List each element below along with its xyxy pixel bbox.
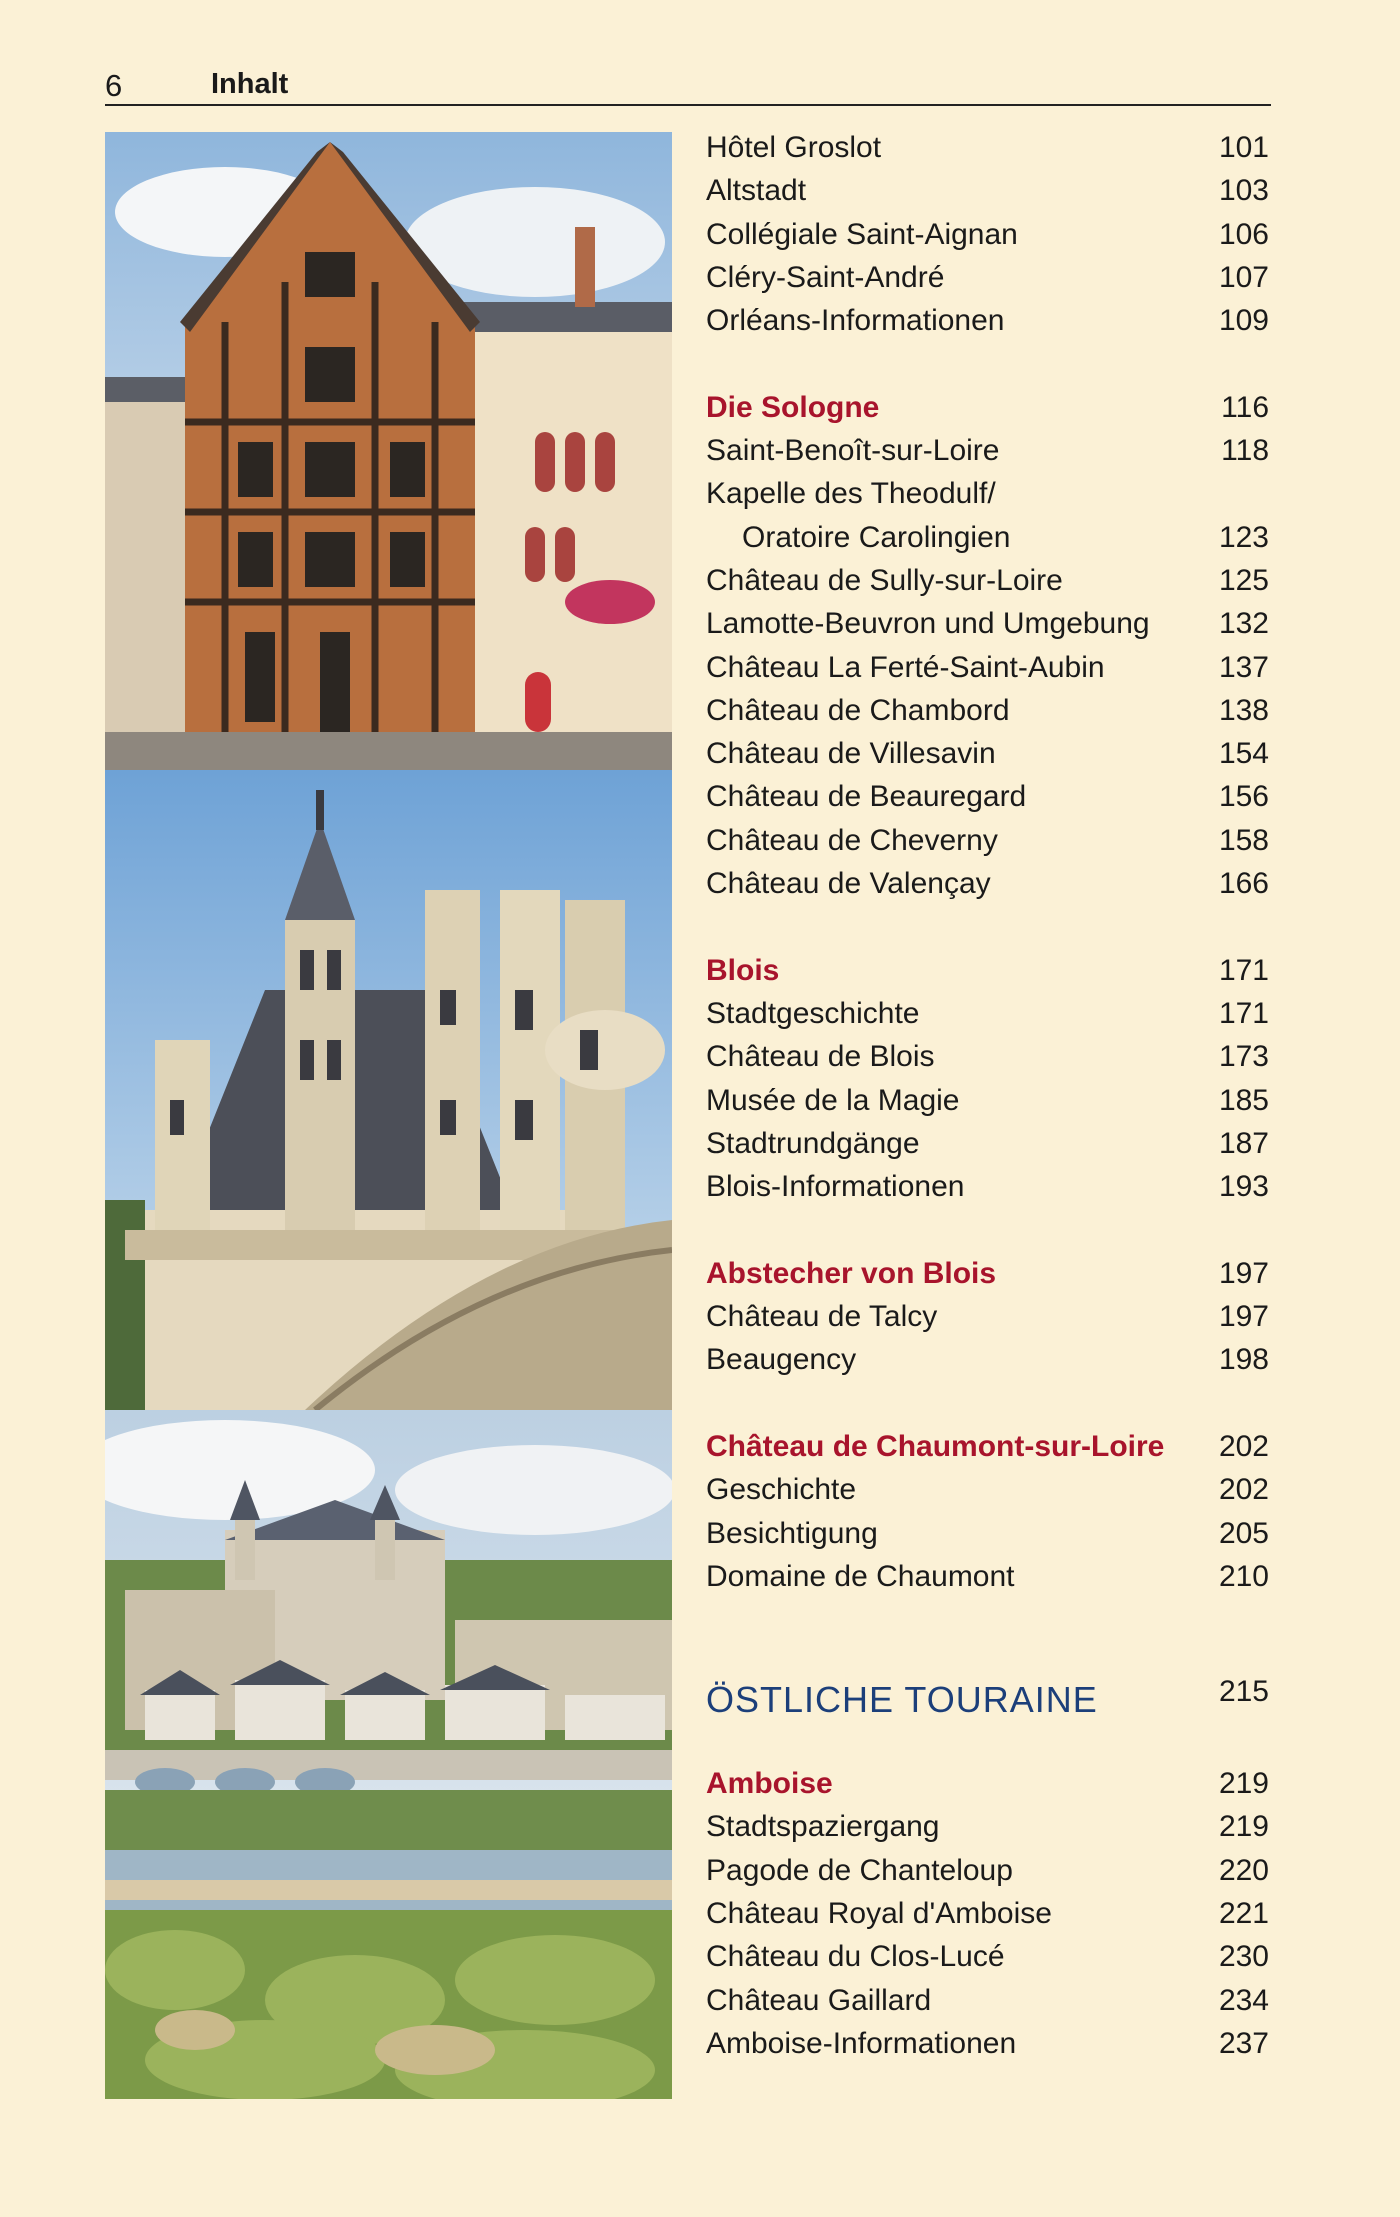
toc-entry-label: Château de Chambord xyxy=(706,693,1010,727)
toc-entry[interactable] xyxy=(706,1122,1272,1165)
toc-entry[interactable] xyxy=(706,689,1272,732)
toc-entry-label: Château de Sully-sur-Loire xyxy=(706,563,1063,597)
toc-entry-page: 234 xyxy=(1218,1983,1269,2017)
toc-entry[interactable] xyxy=(706,516,1272,559)
toc-entry[interactable] xyxy=(706,646,1272,689)
toc-entry-page: 219 xyxy=(1218,1767,1269,1801)
toc-entry-label: Château La Ferté-Saint-Aubin xyxy=(706,650,1105,684)
chateau-towers-photo xyxy=(105,770,672,1410)
toc-entry-page: 198 xyxy=(1218,1343,1269,1377)
toc-entry-page: 210 xyxy=(1218,1559,1269,1593)
toc-entry-page: 103 xyxy=(1218,174,1269,208)
toc-entry-label: Abstecher von Blois xyxy=(706,1256,997,1290)
toc-entry-page: 230 xyxy=(1218,1940,1269,1974)
toc-entry-label: Oratoire Carolingien xyxy=(742,520,1011,554)
toc-entry-label: Hôtel Groslot xyxy=(706,131,882,164)
toc-entry[interactable] xyxy=(706,1555,1272,1598)
toc-entry-label: Blois xyxy=(706,953,780,987)
toc-entry-page: 185 xyxy=(1218,1083,1269,1117)
toc-spacer xyxy=(706,1382,1272,1425)
toc-entry-page: 197 xyxy=(1218,1256,1269,1290)
toc-entry[interactable] xyxy=(706,1935,1272,1978)
toc-entry-label: Altstadt xyxy=(706,174,807,208)
toc-entry-page: 221 xyxy=(1218,1896,1269,1930)
toc-entry[interactable] xyxy=(706,862,1272,905)
toc-group-orleans xyxy=(706,126,1272,342)
toc-entry-page: 132 xyxy=(1218,607,1269,641)
toc-entry-page: 107 xyxy=(1218,260,1269,294)
toc-entry-page: 187 xyxy=(1218,1126,1269,1160)
toc-entry[interactable] xyxy=(706,1805,1272,1848)
toc-entry-label: Saint-Benoît-sur-Loire xyxy=(706,434,1000,468)
toc-entry-label: Château du Clos-Lucé xyxy=(706,1940,1005,1974)
toc-entry[interactable] xyxy=(706,472,1272,515)
toc-group-sologne xyxy=(706,386,1272,906)
toc-spacer xyxy=(706,905,1272,948)
toc-entry-page: 123 xyxy=(1218,520,1269,554)
toc-entry-page: 154 xyxy=(1218,737,1269,771)
toc-entry-label: Stadtgeschichte xyxy=(706,996,920,1030)
toc-entry[interactable] xyxy=(706,1892,1272,1935)
toc-entry-page: 125 xyxy=(1218,563,1269,597)
toc-entry-page: 202 xyxy=(1218,1429,1269,1463)
toc-entry-label: Die Sologne xyxy=(706,390,880,424)
table-of-contents xyxy=(706,126,1272,2065)
toc-entry[interactable] xyxy=(706,213,1272,256)
toc-entry-label: Orléans-Informationen xyxy=(706,304,1005,338)
toc-entry[interactable] xyxy=(706,429,1272,472)
toc-spacer xyxy=(706,342,1272,385)
toc-entry[interactable] xyxy=(706,256,1272,299)
header-title: Inhalt xyxy=(211,68,289,100)
half-timbered-house-photo xyxy=(105,132,672,770)
toc-entry[interactable] xyxy=(706,1849,1272,1892)
toc-spacer xyxy=(706,1598,1272,1664)
toc-entry-page: 109 xyxy=(1218,304,1269,338)
page-number: 6 xyxy=(105,68,123,103)
toc-entry-label: Besichtigung xyxy=(706,1516,878,1550)
toc-entry-label: Collégiale Saint-Aignan xyxy=(706,217,1018,251)
toc-entry[interactable] xyxy=(706,2022,1272,2065)
toc-entry-label: Blois-Informationen xyxy=(706,1170,965,1204)
toc-entry-label: Château Gaillard xyxy=(706,1983,932,2017)
toc-section-heading[interactable] xyxy=(706,386,1272,429)
toc-group-abstecher xyxy=(706,1252,1272,1382)
toc-entry-page: 171 xyxy=(1218,953,1269,987)
toc-entry[interactable] xyxy=(706,1035,1272,1078)
toc-entry-label: Geschichte xyxy=(706,1473,857,1507)
toc-entry-page: 237 xyxy=(1218,2026,1269,2060)
toc-entry-page: 205 xyxy=(1218,1516,1269,1550)
toc-entry-page: 166 xyxy=(1218,867,1269,901)
toc-entry[interactable] xyxy=(706,1468,1272,1511)
toc-entry-label: Beaugency xyxy=(706,1343,857,1377)
toc-spacer xyxy=(706,1728,1272,1762)
toc-entry[interactable] xyxy=(706,992,1272,1035)
river-town-chateau-photo xyxy=(105,1410,672,2099)
toc-entry-label: Stadtspaziergang xyxy=(706,1810,940,1844)
toc-entry[interactable] xyxy=(706,602,1272,645)
toc-entry-label: Cléry-Saint-André xyxy=(706,260,945,294)
toc-entry[interactable] xyxy=(706,1338,1272,1381)
toc-entry-label: Musée de la Magie xyxy=(706,1083,960,1117)
toc-entry-page: 118 xyxy=(1221,434,1269,468)
toc-entry[interactable] xyxy=(706,819,1272,862)
toc-entry-page: 156 xyxy=(1218,780,1269,814)
toc-entry[interactable] xyxy=(706,1979,1272,2022)
toc-entry-page: 193 xyxy=(1218,1170,1269,1204)
toc-entry[interactable] xyxy=(706,1295,1272,1338)
toc-entry[interactable] xyxy=(706,559,1272,602)
toc-entry-page: 171 xyxy=(1218,996,1269,1030)
toc-group-amboise xyxy=(706,1762,1272,2065)
toc-entry-page: 219 xyxy=(1218,1810,1269,1844)
toc-entry-label: Stadtrundgänge xyxy=(706,1126,920,1160)
toc-entry[interactable] xyxy=(706,126,1272,169)
toc-entry-page: 202 xyxy=(1218,1473,1269,1507)
toc-entry-label: Kapelle des Theodulf/ xyxy=(706,477,996,511)
toc-entry-label: Domaine de Chaumont xyxy=(706,1559,1015,1593)
toc-entry-label: Château de Valençay xyxy=(706,867,991,901)
toc-entry[interactable] xyxy=(706,169,1272,212)
toc-entry-page: 197 xyxy=(1218,1300,1269,1334)
toc-entry-page: 106 xyxy=(1218,217,1269,251)
page-header xyxy=(105,64,1271,106)
toc-entry-label: Amboise-Informationen xyxy=(706,2026,1017,2060)
toc-entry[interactable] xyxy=(706,1165,1272,1208)
toc-entry-label: Château de Cheverny xyxy=(706,823,998,857)
toc-entry-label: Lamotte-Beuvron und Umgebung xyxy=(706,607,1150,641)
toc-entry[interactable] xyxy=(706,1512,1272,1555)
toc-entry-page: 116 xyxy=(1221,390,1269,424)
toc-entry-page: 101 xyxy=(1218,131,1269,164)
toc-entry-label: Amboise xyxy=(706,1767,833,1801)
toc-entry-label: Château de Villesavin xyxy=(706,737,996,771)
toc-entry-page: 173 xyxy=(1218,1040,1269,1074)
toc-entry-label: Château de Chaumont-sur-Loire xyxy=(706,1429,1165,1463)
toc-entry-label: Pagode de Chanteloup xyxy=(706,1853,1013,1887)
toc-section-heading[interactable] xyxy=(706,1762,1272,1805)
toc-section-heading[interactable] xyxy=(706,1252,1272,1295)
toc-entry-page: 220 xyxy=(1218,1853,1269,1887)
toc-group-blois xyxy=(706,949,1272,1209)
toc-entry-label: Château Royal d'Amboise xyxy=(706,1896,1052,1930)
toc-section-heading[interactable] xyxy=(706,1425,1272,1468)
toc-entry[interactable] xyxy=(706,775,1272,818)
toc-spacer xyxy=(706,1208,1272,1251)
toc-entry-page: 158 xyxy=(1218,823,1269,857)
toc-entry[interactable] xyxy=(706,1079,1272,1122)
toc-entry-label: Château de Beauregard xyxy=(706,780,1027,814)
photo-column xyxy=(105,132,672,2099)
toc-section-heading[interactable] xyxy=(706,949,1272,992)
toc-part-page: 215 xyxy=(1218,1675,1269,1709)
toc-entry[interactable] xyxy=(706,732,1272,775)
toc-entry-page: 137 xyxy=(1218,650,1269,684)
toc-entry-label: Château de Talcy xyxy=(706,1300,938,1334)
toc-group-chaumont xyxy=(706,1425,1272,1598)
toc-entry-page: 138 xyxy=(1218,693,1269,727)
toc-entry-label: Château de Blois xyxy=(706,1040,935,1074)
toc-part-label: ÖSTLICHE TOURAINE xyxy=(706,1679,1098,1721)
toc-part-heading[interactable] xyxy=(706,1664,1272,1728)
toc-entry[interactable] xyxy=(706,299,1272,342)
